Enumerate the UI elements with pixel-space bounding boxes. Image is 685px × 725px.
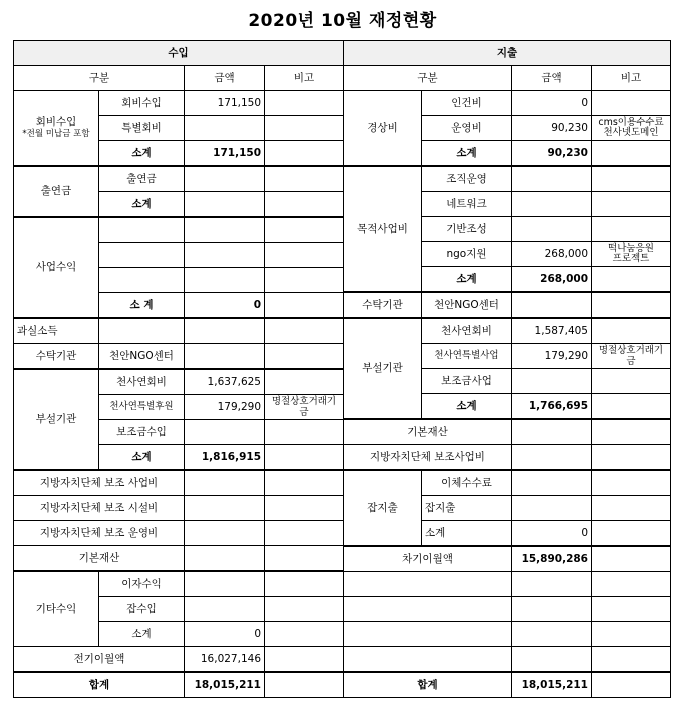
business-row-1-amount: [185, 217, 265, 243]
contribution-item-amount: [185, 166, 265, 192]
income-affiliate-special-note: 명절상호거래기금: [265, 395, 344, 420]
purpose-network-amount: [512, 192, 592, 217]
operating-running-note: [592, 116, 671, 141]
business-row-1-note: [265, 217, 344, 243]
expense-blank-row-4-note: [592, 647, 671, 673]
membership-special-note: [265, 116, 344, 141]
expense-consignment-label: 수탁기관: [344, 292, 422, 318]
expense-blank-row-1-note: [592, 572, 671, 597]
operating-running-note-2: 천사넷도메인: [603, 127, 659, 138]
membership-regular-label: 회비수입: [99, 91, 185, 116]
income-affiliate-donation-note: [265, 369, 344, 395]
expense-blank-row-1-amount: [512, 572, 592, 597]
excess-income-label: 과실소득: [14, 318, 99, 344]
purpose-ngo-support-note-2: 프로젝트: [612, 253, 650, 264]
expense-misc-transfer-note: [592, 470, 671, 496]
expense-misc-item-note: [592, 496, 671, 521]
income-other-interest-label: 이자수익: [99, 571, 185, 597]
income-local-gov-business: 지방자치단체 보조 사업비: [14, 470, 185, 496]
income-total-note: [265, 672, 344, 698]
purpose-network-note: [592, 192, 671, 217]
membership-special-amount: [185, 116, 265, 141]
expense-misc-item-amount: [512, 496, 592, 521]
expense-consignment-value: 천안NGO센터: [422, 292, 512, 318]
membership-regular-note: [265, 91, 344, 116]
expense-col-category: 구분: [344, 66, 512, 91]
income-local-gov-facility-note: [265, 496, 344, 521]
income-consignment-amount: [185, 344, 265, 370]
operating-group: 경상비: [344, 91, 422, 167]
purpose-subtotal-note: [592, 267, 671, 293]
expense-blank-row-2-amount: [512, 597, 592, 622]
income-local-gov-facility-amount: [185, 496, 265, 521]
expense-blank-row-3-amount: [512, 622, 592, 647]
operating-running-amount: 90,230: [512, 116, 592, 141]
expense-misc-subtotal-label: 소계: [422, 521, 512, 547]
income-affiliate-subsidy-label: 보조금수입: [99, 420, 185, 445]
income-consignment-note: [265, 344, 344, 370]
purpose-infrastructure-note: [592, 217, 671, 242]
expense-blank-row-3-note: [592, 622, 671, 647]
operating-personnel-label: 인건비: [422, 91, 512, 116]
expense-local-gov-business-note: [592, 445, 671, 471]
expense-blank-row-2-note: [592, 597, 671, 622]
income-affiliate-special-label: 천사연특별후원: [99, 395, 185, 420]
business-subtotal-note: [265, 293, 344, 319]
expense-affiliate-special-note: 명절상호거래기금: [592, 344, 671, 369]
membership-label: 회비수입: [35, 115, 77, 128]
excess-income-sub: [99, 318, 185, 344]
purpose-ngo-support-note-1: 떡나눔응원: [608, 243, 654, 254]
income-other-subtotal-label: 소계: [99, 622, 185, 647]
income-base-property: 기본재산: [14, 546, 185, 572]
income-total-label: 합계: [14, 672, 185, 698]
expense-consignment-note: [592, 292, 671, 318]
contribution-item-label: 출연금: [99, 166, 185, 192]
expense-carried-forward-label: 차기이월액: [344, 546, 512, 572]
expense-base-property: 기본재산: [344, 419, 512, 445]
contribution-group: 출연금: [14, 166, 99, 217]
contribution-item-note: [265, 166, 344, 192]
income-header: 수입: [14, 41, 344, 66]
purpose-subtotal-amount: 268,000: [512, 267, 592, 293]
expense-affiliate-special-label: 천사연특별사업: [422, 344, 512, 369]
page-title: 2020년 10월 재정현황: [248, 11, 437, 31]
expense-misc-transfer-amount: [512, 470, 592, 496]
expense-blank-row-4-amount: [512, 647, 592, 673]
income-other-misc-note: [265, 597, 344, 622]
income-col-category: 구분: [14, 66, 185, 91]
income-affiliate-donation-amount: 1,637,625: [185, 369, 265, 395]
income-consignment-value: 천안NGO센터: [99, 344, 185, 370]
expense-affiliate-donation-label: 천사연회비: [422, 318, 512, 344]
income-local-gov-business-note: [265, 470, 344, 496]
income-other-group: 기타수익: [14, 571, 99, 647]
income-col-note: 비고: [265, 66, 344, 91]
purpose-organization-amount: [512, 166, 592, 192]
expense-consignment-amount: [512, 292, 592, 318]
income-affiliate-special-amount: 179,290: [185, 395, 265, 420]
income-other-interest-note: [265, 571, 344, 597]
expense-affiliate-subtotal-label: 소계: [422, 394, 512, 420]
income-base-property-amount: [185, 546, 265, 572]
income-carried-over-note: [265, 647, 344, 673]
business-row-2-amount: [185, 243, 265, 268]
purpose-infrastructure-label: 기반조성: [422, 217, 512, 242]
contribution-subtotal-note: [265, 192, 344, 218]
expense-affiliate-donation-amount: 1,587,405: [512, 318, 592, 344]
expense-affiliate-subsidy-label: 보조금사업: [422, 369, 512, 394]
income-local-gov-business-amount: [185, 470, 265, 496]
expense-col-note: 비고: [592, 66, 671, 91]
income-affiliate-subsidy-amount: [185, 420, 265, 445]
income-affiliate-group: 부설기관: [14, 369, 99, 470]
expense-affiliate-subsidy-note: [592, 369, 671, 394]
membership-sublabel: *전월 미납금 포함: [22, 128, 90, 139]
expense-blank-row-1: [344, 572, 512, 597]
expense-misc-transfer-label: 이체수수료: [422, 470, 512, 496]
expense-total-note: [592, 672, 671, 698]
income-other-interest-amount: [185, 571, 265, 597]
income-affiliate-subsidy-note: [265, 420, 344, 445]
membership-regular-amount: 171,150: [185, 91, 265, 116]
operating-subtotal-label: 소계: [422, 141, 512, 167]
expense-total-amount: 18,015,211: [512, 672, 592, 698]
income-local-gov-facility: 지방자치단체 보조 시설비: [14, 496, 185, 521]
operating-personnel-note: [592, 91, 671, 116]
income-other-subtotal-amount: 0: [185, 622, 265, 647]
operating-personnel-amount: 0: [512, 91, 592, 116]
operating-running-label: 운영비: [422, 116, 512, 141]
purpose-network-label: 네트워크: [422, 192, 512, 217]
income-other-misc-amount: [185, 597, 265, 622]
membership-special-label: 특별회비: [99, 116, 185, 141]
expense-table: [343, 40, 671, 698]
income-table: [13, 40, 344, 698]
income-carried-over-label: 전기이월액: [14, 647, 185, 673]
expense-misc-item-label: 잡지출: [422, 496, 512, 521]
expense-base-property-amount: [512, 419, 592, 445]
business-row-2-label: [99, 243, 185, 268]
membership-group: [14, 91, 99, 167]
income-carried-over-amount: 16,027,146: [185, 647, 265, 673]
purpose-organization-label: 조직운영: [422, 166, 512, 192]
business-row-3-note: [265, 268, 344, 293]
expense-local-gov-business-amount: [512, 445, 592, 471]
purpose-subtotal-label: 소계: [422, 267, 512, 293]
income-col-amount: 금액: [185, 66, 265, 91]
income-other-misc-label: 잡수입: [99, 597, 185, 622]
income-local-gov-operating: 지방자치단체 보조 운영비: [14, 521, 185, 546]
membership-subtotal-label: 소계: [99, 141, 185, 167]
expense-affiliate-subtotal-amount: 1,766,695: [512, 394, 592, 420]
income-affiliate-donation-label: 천사연회비: [99, 369, 185, 395]
business-group: 사업수익: [14, 217, 99, 318]
membership-subtotal-amount: 171,150: [185, 141, 265, 167]
expense-base-property-note: [592, 419, 671, 445]
purpose-ngo-support-note: [592, 242, 671, 267]
expense-blank-row-3: [344, 622, 512, 647]
excess-income-amount: [185, 318, 265, 344]
income-consignment-label: 수탁기관: [14, 344, 99, 370]
operating-subtotal-note: [592, 141, 671, 167]
expense-affiliate-special-amount: 179,290: [512, 344, 592, 369]
income-affiliate-subtotal-note: [265, 445, 344, 471]
expense-affiliate-subsidy-amount: [512, 369, 592, 394]
income-affiliate-subtotal-label: 소계: [99, 445, 185, 471]
income-local-gov-operating-note: [265, 521, 344, 546]
membership-subtotal-note: [265, 141, 344, 167]
expense-col-amount: 금액: [512, 66, 592, 91]
expense-carried-forward-amount: 15,890,286: [512, 546, 592, 572]
expense-local-gov-business: 지방자치단체 보조사업비: [344, 445, 512, 471]
contribution-subtotal-label: 소계: [99, 192, 185, 218]
purpose-infrastructure-amount: [512, 217, 592, 242]
income-other-subtotal-note: [265, 622, 344, 647]
business-row-1-label: [99, 217, 185, 243]
purpose-ngo-support-amount: 268,000: [512, 242, 592, 267]
expense-misc-subtotal-amount: 0: [512, 521, 592, 547]
income-total-amount: 18,015,211: [185, 672, 265, 698]
expense-blank-row-4: [344, 647, 512, 673]
expense-total-label: 합계: [344, 672, 512, 698]
operating-running-note-1: cms이용수수료: [598, 117, 664, 128]
purpose-organization-note: [592, 166, 671, 192]
purpose-ngo-support-label: ngo지원: [422, 242, 512, 267]
business-row-2-note: [265, 243, 344, 268]
business-row-3-amount: [185, 268, 265, 293]
expense-misc-subtotal-note: [592, 521, 671, 547]
expense-affiliate-donation-note: [592, 318, 671, 344]
business-subtotal-amount: 0: [185, 293, 265, 319]
income-affiliate-subtotal-amount: 1,816,915: [185, 445, 265, 471]
purpose-group: 목적사업비: [344, 166, 422, 292]
expense-affiliate-subtotal-note: [592, 394, 671, 420]
expense-carried-forward-note: [592, 546, 671, 572]
income-local-gov-operating-amount: [185, 521, 265, 546]
income-base-property-note: [265, 546, 344, 572]
excess-income-note: [265, 318, 344, 344]
expense-misc-group: 잡지출: [344, 470, 422, 546]
business-row-3-label: [99, 268, 185, 293]
expense-blank-row-2: [344, 597, 512, 622]
operating-subtotal-amount: 90,230: [512, 141, 592, 167]
expense-header: 지출: [344, 41, 671, 66]
expense-affiliate-group: 부설기관: [344, 318, 422, 419]
contribution-subtotal-amount: [185, 192, 265, 218]
business-subtotal-label: 소 계: [99, 293, 185, 319]
